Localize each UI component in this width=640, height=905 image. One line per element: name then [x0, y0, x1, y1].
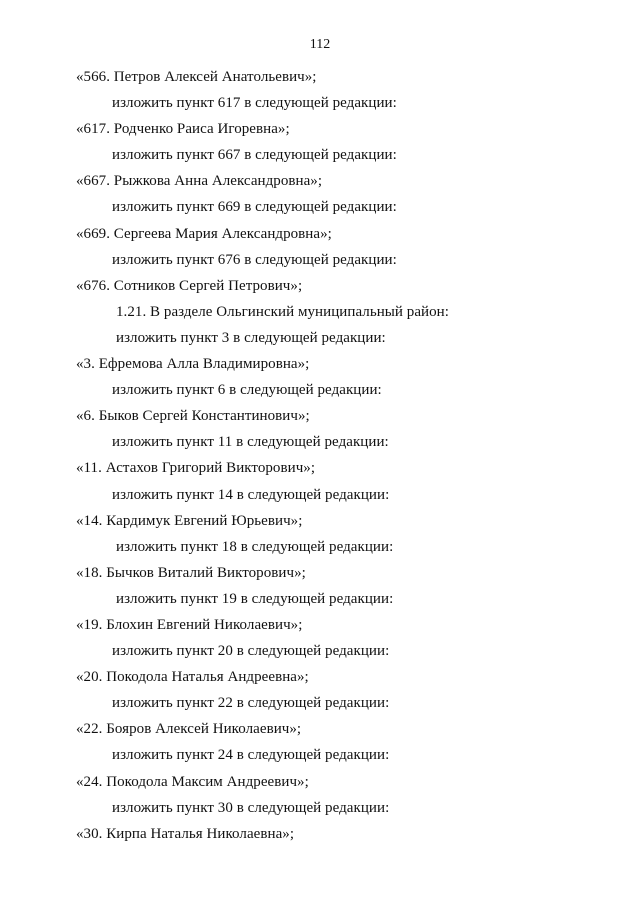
text-line: «30. Кирпа Наталья Николаевна»;	[76, 825, 295, 842]
text-line: изложить пункт 669 в следующей редакции:	[112, 199, 397, 216]
text-line: «22. Бояров Алексей Николаевич»;	[76, 721, 302, 738]
text-line: изложить пункт 676 в следующей редакции:	[112, 251, 397, 268]
text-line: изложить пункт 3 в следующей редакции:	[116, 329, 386, 346]
text-line: изложить пункт 18 в следующей редакции:	[116, 538, 394, 555]
text-line: изложить пункт 19 в следующей редакции:	[116, 590, 394, 607]
text-line: «6. Быков Сергей Константинович»;	[76, 408, 310, 425]
text-line: «617. Родченко Раиса Игоревна»;	[76, 121, 290, 138]
text-line: изложить пункт 20 в следующей редакции:	[112, 643, 390, 660]
text-line: изложить пункт 14 в следующей редакции:	[112, 486, 390, 503]
text-line: «20. Покодола Наталья Андреевна»;	[76, 669, 309, 686]
text-line: изложить пункт 617 в следующей редакции:	[112, 95, 397, 112]
text-line: «676. Сотников Сергей Петрович»;	[76, 277, 303, 294]
text-line: изложить пункт 11 в следующей редакции:	[112, 434, 389, 451]
section-heading: 1.21. В разделе Ольгинский муниципальный район:	[116, 303, 449, 320]
text-line: «11. Астахов Григорий Викторович»;	[76, 460, 316, 477]
text-line: изложить пункт 24 в следующей редакции:	[112, 747, 390, 764]
document-body	[0, 68, 640, 851]
text-line: изложить пункт 22 в следующей редакции:	[112, 695, 390, 712]
text-line: «566. Петров Алексей Анатольевич»;	[76, 69, 317, 85]
text-line: «669. Сергеева Мария Александровна»;	[76, 225, 332, 242]
text-line: изложить пункт 6 в следующей редакции:	[112, 382, 382, 399]
text-line: «18. Бычков Виталий Викторович»;	[76, 564, 306, 581]
text-line: «3. Ефремова Алла Владимировна»;	[76, 356, 310, 373]
text-line: изложить пункт 30 в следующей редакции:	[112, 799, 390, 816]
text-line: «24. Покодола Максим Андреевич»;	[76, 773, 309, 790]
text-line: «14. Кардимук Евгений Юрьевич»;	[76, 512, 303, 529]
page-number: 112	[309, 37, 331, 52]
text-line: «667. Рыжкова Анна Александровна»;	[76, 173, 323, 190]
text-line: изложить пункт 667 в следующей редакции:	[112, 147, 397, 164]
text-line: «19. Блохин Евгений Николаевич»;	[76, 616, 303, 633]
